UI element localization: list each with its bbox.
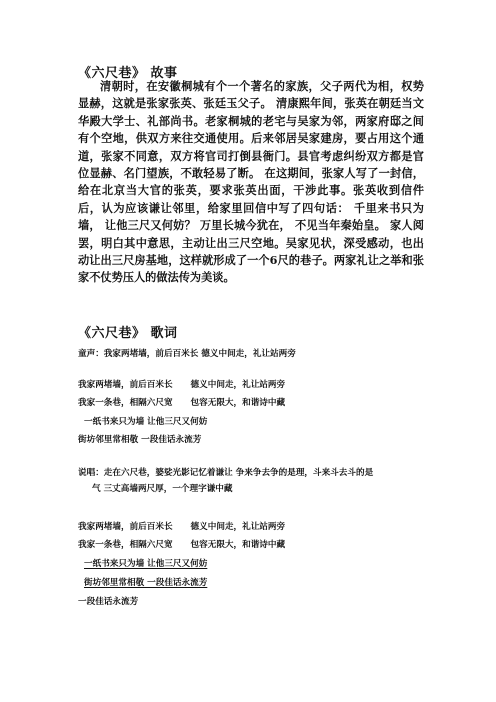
lyrics-phrase: 包容无限大，和谐诗中藏	[190, 398, 286, 408]
lyrics-phrase: 我家一条巷，相隔六尺宽	[78, 398, 173, 408]
lyrics-rap-line1: 说唱：走在六尺巷，婆娑光影记忆着谦让 争来争去争的是理，斗来斗去斗的是	[78, 468, 374, 478]
lyrics-verse2-line3: 一纸书来只为墙 让他三尺又何妨	[84, 559, 208, 569]
lyrics-phrase: 我家一条巷，相隔六尺宽	[78, 540, 173, 550]
lyrics-child-voice-line: 童声：我家两堵墙，前后百米长 德义中间走，礼让站两旁	[78, 349, 296, 359]
lyrics-rap-line2: 气 三丈高墙两尺厚，一个理字谦中藏	[92, 484, 233, 494]
lyrics-verse1-line3: 一纸书来只为墙 让他三尺又何妨	[84, 417, 208, 427]
lyrics-phrase: 包容无限大，和谐诗中藏	[190, 540, 286, 550]
lyrics-verse1-line2	[78, 396, 285, 408]
lyrics-phrase: 我家两堵墙，前后百米长	[78, 522, 173, 532]
lyrics-verse2-line1	[78, 520, 285, 532]
lyrics-verse2-line4: 街坊邻里常相敬 一段佳话永流芳	[84, 578, 208, 588]
story-paragraph: 清朝时，在安徽桐城有个一个著名的家族，父子两代为相，权势显赫，这就是张家张英、张廷玉父子。 清康熙年间，张英在朝廷当文华殿大学士、礼部尚书。老家桐城的老宅与吴家为邻，两家府邸之间有个空地，供双方来往交通使用。后来邻居吴家建房，要占用这个通道，张家不同意，双方将官司打倒县衙门。县官考虑纠纷双方都是官位显赫、名门望族，不敢轻易了断。 在这期间，张家人写了一封信，给在北京当大官的张英，要求张英出面，干涉此事。张英收到信件后，认为应该谦让邻里，给家里回信中写了四句话： 千里来书只为墙， 让他三尺又何妨？ 万里长城今犹在， 不见当年秦始皇。 家人阅罢，明白其中意思，主动让出三尺空地。吴家见状，深受感动，也出动让出三尺房基地，这样就形成了一个6尺的巷子。两家礼让之举和张家不仗势压人的做法传为美谈。	[78, 79, 424, 285]
lyrics-rap-section	[78, 465, 424, 497]
lyrics-final-line: 一段佳话永流芳	[78, 597, 139, 607]
story-title: 《六尺巷》 故事	[78, 66, 178, 81]
lyrics-verse1-line4: 街坊邻里常相敬 一段佳话永流芳	[78, 435, 202, 445]
lyrics-phrase: 我家两堵墙，前后百米长	[78, 380, 173, 390]
lyrics-title: 《六尺巷》 歌词	[78, 326, 178, 341]
lyrics-phrase: 德义中间走，礼让站两旁	[190, 522, 286, 532]
lyrics-phrase: 德义中间走，礼让站两旁	[190, 380, 286, 390]
lyrics-verse2-line2	[78, 538, 285, 550]
lyrics-verse1-line1	[78, 378, 285, 390]
